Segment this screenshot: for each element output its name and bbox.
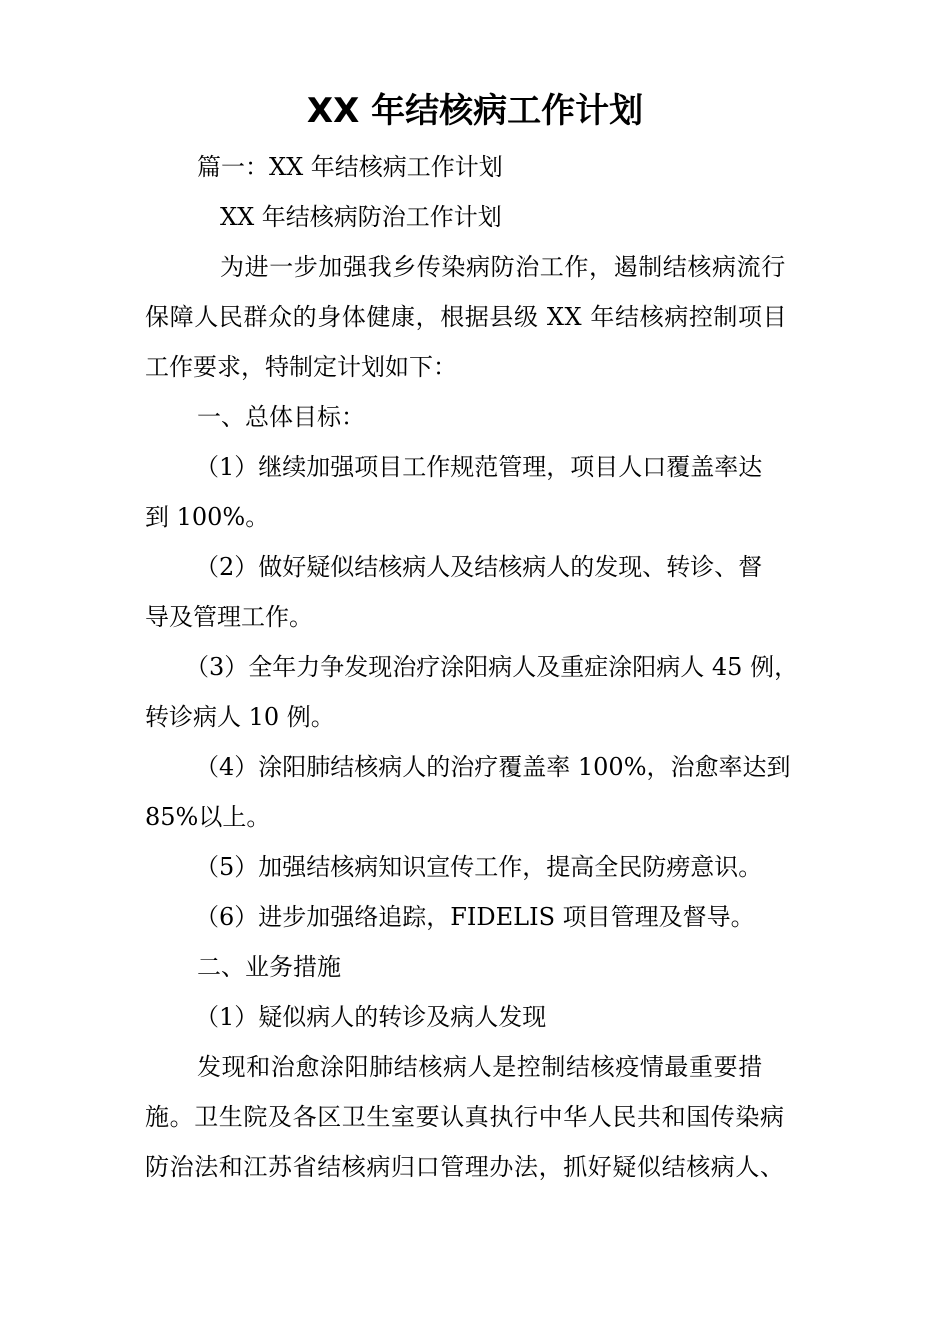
list-item-line: （1）继续加强项目工作规范管理，项目人口覆盖率达 xyxy=(195,453,763,481)
section-heading-part-one: 篇一：XX 年结核病工作计划 xyxy=(197,153,503,181)
list-item-line: （5）加强结核病知识宣传工作，提高全民防痨意识。 xyxy=(195,853,763,881)
list-item-line: 导及管理工作。 xyxy=(145,603,313,631)
subsection-heading: （1）疑似病人的转诊及病人发现 xyxy=(195,1003,547,1031)
paragraph-line: 为进一步加强我乡传染病防治工作，遏制结核病流行 xyxy=(220,253,786,281)
section-heading-measures: 二、业务措施 xyxy=(197,953,341,981)
section-heading-goals: 一、总体目标： xyxy=(197,403,365,431)
list-item-line: 到 100%。 xyxy=(145,503,270,531)
paragraph-line: 保障人民群众的身体健康，根据县级 XX 年结核病控制项目 xyxy=(145,303,788,331)
paragraph-line: 工作要求，特制定计划如下： xyxy=(145,353,457,381)
list-item-line: （6）进步加强络追踪，FIDELIS 项目管理及督导。 xyxy=(195,903,755,931)
list-item-line: （4）涂阳肺结核病人的治疗覆盖率 100%，治愈率达到 xyxy=(195,753,791,781)
paragraph-line: 发现和治愈涂阳肺结核病人是控制结核疫情最重要措 xyxy=(197,1053,763,1081)
list-item-line: 85%以上。 xyxy=(145,803,271,831)
paragraph-line: 防治法和江苏省结核病归口管理办法，抓好疑似结核病人、 xyxy=(145,1153,785,1181)
list-item-line: 转诊病人 10 例。 xyxy=(145,703,335,731)
subtitle-line: XX 年结核病防治工作计划 xyxy=(220,203,502,231)
list-item-line: （2）做好疑似结核病人及结核病人的发现、转诊、督 xyxy=(195,553,763,581)
paragraph-line: 施。卫生院及各区卫生室要认真执行中华人民共和国传染病 xyxy=(145,1103,785,1131)
document-body xyxy=(145,142,815,1192)
document-title: XX 年结核病工作计划 xyxy=(306,91,644,131)
list-item-line: （3）全年力争发现治疗涂阳病人及重症涂阳病人 45 例， xyxy=(185,653,799,681)
